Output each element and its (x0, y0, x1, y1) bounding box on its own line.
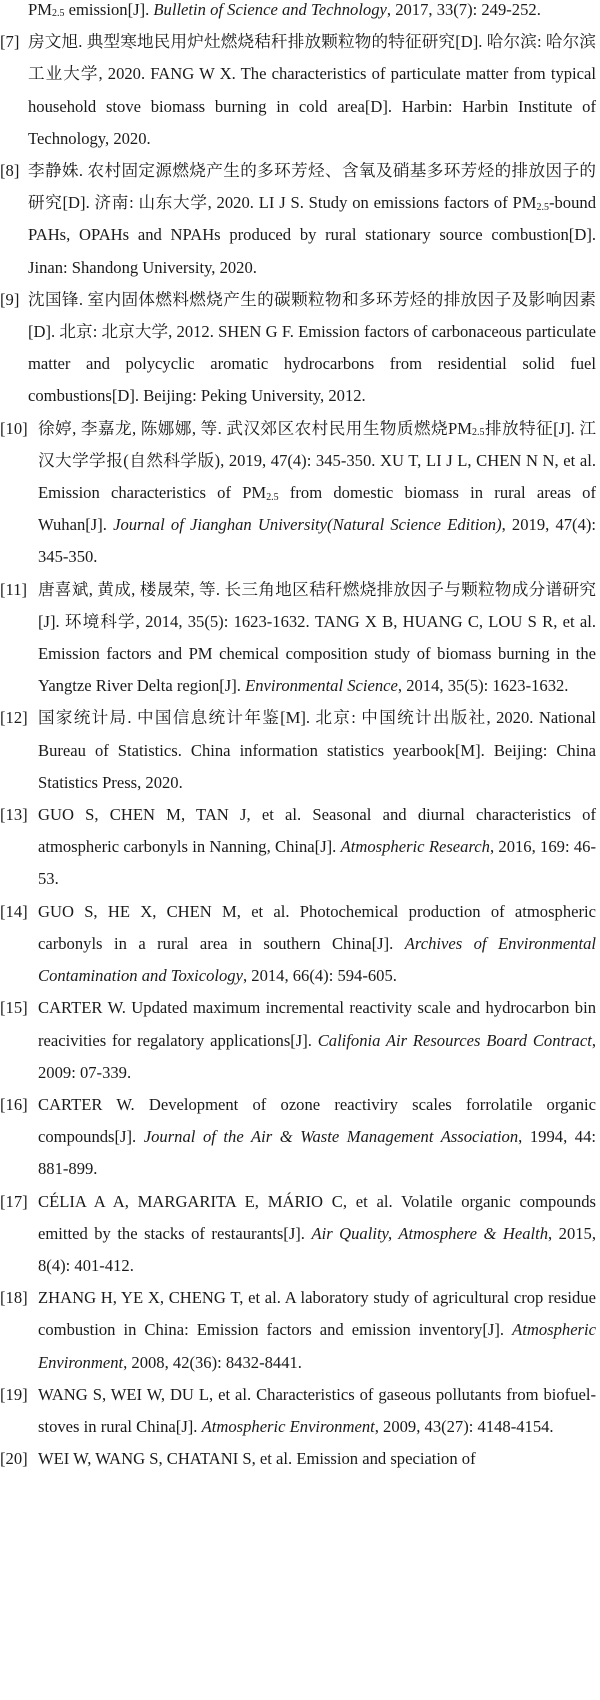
reference-text-run: , 2015, 8(4): 401-412. (38, 1223, 596, 1275)
reference-text (38, 1186, 596, 1283)
reference-text (28, 284, 596, 413)
journal-title: Journal of Jianghan University(Natural Science Edition) (113, 515, 502, 535)
journal-title: Archives of Environmental Contamination and Toxicology (38, 933, 596, 986)
reference-entry (0, 574, 600, 703)
reference-text-run: emission[J]. (64, 0, 154, 19)
reference-entry (0, 1282, 600, 1379)
reference-entry (0, 702, 600, 799)
reference-number: [12] (0, 708, 28, 728)
reference-text (38, 799, 596, 896)
reference-number: [18] (0, 1288, 28, 1308)
reference-text-run: 徐婷, 李嘉龙, 陈娜娜, 等. 武汉郊区农村民用生物质燃烧PM (38, 418, 473, 438)
reference-number: [16] (0, 1094, 28, 1114)
reference-text-run: GUO S, CHEN M, TAN J, et al. Seasonal and diurnal characteristics of atmospheric carbonyls in Nanning, China[J]. (38, 805, 596, 857)
reference-text (38, 992, 596, 1089)
reference-entry (0, 413, 600, 574)
reference-text-run: WEI W, WANG S, CHATANI S, et al. Emission and speciation of (38, 1449, 476, 1469)
journal-title: Journal of the Air & Waste Management Association (143, 1127, 519, 1147)
reference-text-run: ZHANG H, YE X, CHENG T, et al. A laboratory study of agricultural crop residue combustion in China: Emission factors and emission inventory[J]. (38, 1288, 596, 1340)
reference-text (38, 1089, 596, 1186)
reference-number: [15] (0, 998, 28, 1018)
reference-text (28, 0, 596, 26)
journal-title: Califonia Air Resources Board Contract (317, 1030, 592, 1050)
reference-number: [20] (0, 1449, 28, 1469)
reference-number: [13] (0, 805, 28, 825)
reference-text (38, 413, 596, 574)
reference-text-run: 沈国锋. 室内固体燃料燃烧产生的碳颗粒物和多环芳烃的排放因子及影响因素[D]. 北京: 北京大学, 2012. SHEN G F. Emission factors of carbonaceous particulate matter and polycyclic aromatic hydrocarbons from residential solid fuel combustions[D]. Beijing: Peking University, 2012. (28, 289, 596, 406)
reference-number: [14] (0, 901, 28, 921)
reference-text-run: , 2008, 42(36): 8432-8441. (123, 1352, 302, 1372)
reference-entry (0, 1089, 600, 1186)
reference-entry (0, 0, 600, 26)
journal-title: Atmospheric Research (340, 837, 490, 857)
reference-text-run: CARTER W. Updated maximum incremental reactivity scale and hydrocarbon bin reacivities for regalatory applications[J]. (38, 998, 596, 1050)
reference-entry (0, 992, 600, 1089)
subscript: 2.5 (472, 427, 485, 439)
reference-number: [17] (0, 1191, 28, 1211)
subscript: 2.5 (536, 201, 549, 213)
journal-title: Atmospheric Environment (38, 1320, 596, 1372)
reference-text (38, 1282, 596, 1379)
reference-number: [10] (0, 418, 28, 438)
reference-entry (0, 155, 600, 284)
reference-text-run: , 2014, 66(4): 594-605. (242, 966, 397, 986)
reference-text-run: 唐喜斌, 黄成, 楼晟荣, 等. 长三角地区秸秆燃烧排放因子与颗粒物成分谱研究[J]. 环境科学, 2014, 35(5): 1623-1632. TANG X B, HUANG C, LOU S R, et al. Emission factors and PM chemical composition study of biomass burning in the Yangtze River Delta region[J]. (38, 579, 596, 696)
reference-entry (0, 896, 600, 993)
reference-text-run: , 2017, 33(7): 249-252. (386, 0, 541, 19)
journal-title: Atmospheric Environment (201, 1416, 375, 1436)
reference-text-run: GUO S, HE X, CHEN M, et al. Photochemical production of atmospheric carbonyls in a rural area in southern China[J]. (38, 901, 596, 953)
reference-text-run: PM (28, 0, 52, 19)
reference-text-run: 国家统计局. 中国信息统计年鉴[M]. 北京: 中国统计出版社, 2020. National Bureau of Statistics. China information statistics yearbook[M]. Beijing: China Statistics Press, 2020. (38, 708, 596, 792)
reference-number: [8] (0, 161, 20, 181)
journal-title: Air Quality, Atmosphere & Health (311, 1223, 549, 1243)
reference-text-run: , 2019, 47(4): 345-350. (38, 515, 597, 567)
reference-text (38, 1379, 596, 1443)
reference-number: [7] (0, 32, 20, 52)
reference-text-run: 排放特征[J]. 江汉大学学报(自然科学版), 2019, 47(4): 345-350. XU T, LI J L, CHEN N N, et al. Emission characteristics of PM (38, 418, 596, 503)
subscript: 2.5 (51, 8, 65, 20)
reference-entry (0, 26, 600, 155)
reference-text-run: CARTER W. Development of ozone reactiviry scales forrolatile organic compounds[J]. (38, 1094, 596, 1147)
reference-text-run: , 2009: 07-339. (38, 1030, 596, 1082)
journal-title: Bulletin of Science and Technology (153, 0, 387, 19)
reference-text (28, 155, 596, 284)
reference-number: [9] (0, 289, 20, 309)
reference-entry (0, 1379, 600, 1443)
reference-text (38, 574, 596, 703)
reference-entry (0, 1443, 600, 1475)
reference-text (38, 896, 596, 993)
reference-text (28, 26, 596, 155)
reference-text-run: , 2016, 169: 46-53. (38, 837, 596, 889)
reference-text-run: , 2014, 35(5): 1623-1632. (397, 676, 569, 696)
reference-entry (0, 284, 600, 413)
reference-text-run: from domestic biomass in rural areas of Wuhan[J]. (38, 483, 596, 535)
reference-text-run: -bound PAHs, OPAHs and NPAHs produced by rural stationary source combustion[D]. Jinan: Shandong University, 2020. (28, 193, 596, 277)
reference-text-run: WANG S, WEI W, DU L, et al. Characteristics of gaseous pollutants from biofuel-stoves in rural China[J]. (38, 1384, 596, 1436)
subscript: 2.5 (266, 491, 279, 503)
reference-text (38, 1443, 596, 1475)
reference-text-run: , 2009, 43(27): 4148-4154. (374, 1416, 554, 1436)
journal-title: Environmental Science (245, 676, 398, 696)
reference-entry (0, 1186, 600, 1283)
reference-text-run: CÉLIA A A, MARGARITA E, MÁRIO C, et al. Volatile organic compounds emitted by the stacks of restaurants[J]. (38, 1191, 596, 1243)
reference-text-run: 李静姝. 农村固定源燃烧产生的多环芳烃、含氧及硝基多环芳烃的排放因子的研究[D]. 济南: 山东大学, 2020. LI J S. Study on emissions factors of PM (28, 161, 596, 213)
reference-entry (0, 799, 600, 896)
reference-number: [19] (0, 1384, 28, 1404)
reference-number: [11] (0, 579, 28, 599)
reference-text (38, 702, 596, 799)
reference-text-run: 房文旭. 典型寒地民用炉灶燃烧秸秆排放颗粒物的特征研究[D]. 哈尔滨: 哈尔滨工业大学, 2020. FANG W X. The characteristics of particulate matter from typical household stove biomass burning in cold area[D]. Harbin: Harbin Institute of Technology, 2020. (28, 32, 596, 148)
reference-text-run: , 1994, 44: 881-899. (38, 1127, 596, 1179)
